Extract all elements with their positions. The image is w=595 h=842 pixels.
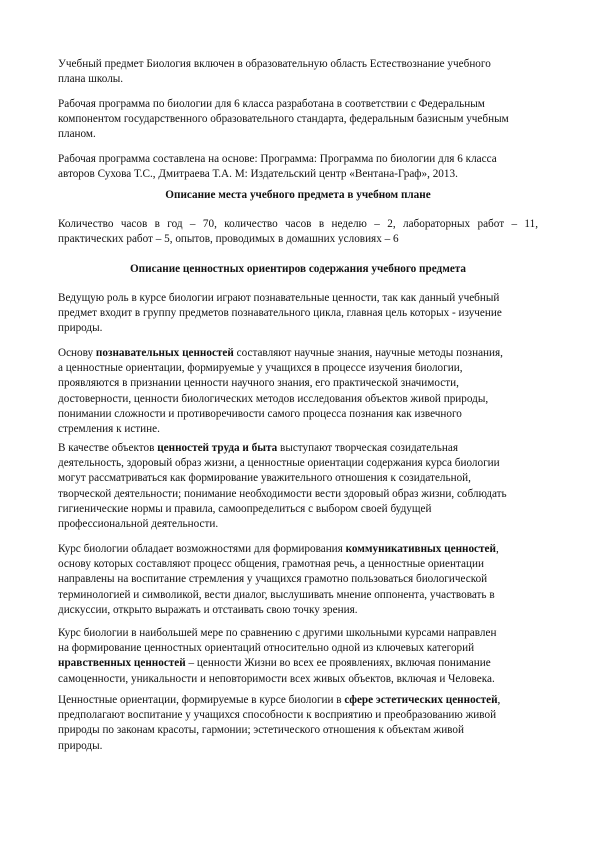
text-run: Ценностные ориентации, формируемые в курсе биологии в bbox=[58, 694, 345, 706]
text-line: плана школы. bbox=[58, 73, 124, 86]
text-run: Курс биологии обладает возможностями для формирования bbox=[58, 543, 346, 555]
text-line: проявляются в признании ценности научного знания, его практической значимости, bbox=[58, 377, 459, 390]
paragraph-aesthetic-values bbox=[58, 693, 538, 754]
text-line: природы по законам красоты, гармонии; эстетического отношения к объектам живой bbox=[58, 724, 464, 737]
text-run: Основу bbox=[58, 347, 96, 359]
text-run: составляют научные знания, научные методы познания, bbox=[233, 347, 503, 359]
text-run: выступают творческая созидательная bbox=[277, 442, 458, 454]
paragraph-program-basis bbox=[58, 97, 538, 143]
text-line bbox=[58, 693, 538, 708]
text-line: авторов Сухова Т.С., Дмитраева Т.А. М: Издательский центр «Вентана-Граф», 2013. bbox=[58, 168, 458, 181]
text-line bbox=[58, 656, 538, 671]
text-line: гигиенические нормы и правила, самоопределиться с выбором своей будущей bbox=[58, 502, 432, 515]
paragraph-communicative-values bbox=[58, 542, 538, 618]
text-line: практических работ – 5, опытов, проводимых в домашних условиях – 6 bbox=[58, 233, 399, 246]
heading-curriculum-place: Описание места учебного предмета в учебном плане bbox=[165, 189, 431, 201]
text-line: Количество часов в год – 70, количество часов в неделю – 2, лабораторных работ – 11, bbox=[58, 218, 538, 230]
emphasis-term: сфере эстетических ценностей bbox=[344, 694, 498, 706]
paragraph-cognitive-role bbox=[58, 291, 538, 337]
text-line: Учебный предмет Биология включен в образовательную область Естествознание учебного bbox=[58, 58, 491, 70]
text-line bbox=[58, 542, 538, 557]
text-line: могут рассматриваться как формирование уважительного отношения к созидательной, bbox=[58, 472, 471, 485]
text-run: , bbox=[495, 543, 499, 555]
paragraph-program-source bbox=[58, 152, 538, 182]
paragraph-labor-values bbox=[58, 441, 538, 532]
text-line bbox=[58, 346, 538, 361]
text-line: предмет входит в группу предметов познавательного цикла, главная цель которых - изучение bbox=[58, 307, 502, 320]
paragraph-hours bbox=[58, 217, 538, 247]
emphasis-term: нравственных ценностей bbox=[58, 657, 186, 670]
text-line: самоценности, уникальности и неповторимости всех живых объектов, включая и Человека. bbox=[58, 672, 495, 685]
emphasis-term: ценностей труда и быта bbox=[157, 442, 278, 454]
text-line: творческой деятельности; понимание необходимости вести здоровый образ жизни, соблюдать bbox=[58, 487, 507, 500]
text-line: а ценностные ориентации, формируемые у учащихся в процессе изучения биологии, bbox=[58, 362, 463, 375]
text-line: Курс биологии в наибольшей мере по сравнению с другими школьными курсами направлен bbox=[58, 627, 497, 639]
text-line: на формирование ценностных ориентаций относительно одной из ключевых категорий bbox=[58, 642, 475, 655]
paragraph-cognitive-values bbox=[58, 346, 538, 437]
text-line: компонентом государственного образовательного стандарта, федеральным базисным учебным bbox=[58, 113, 509, 126]
text-line: терминологией и символикой, вести диалог, выслушивать мнение оппонента, участвовать в bbox=[58, 588, 495, 601]
text-line: Рабочая программа по биологии для 6 класса разработана в соответствии с Федеральным bbox=[58, 98, 485, 110]
text-line bbox=[58, 441, 538, 456]
paragraph-moral-values bbox=[58, 626, 538, 687]
emphasis-term: коммуникативных ценностей bbox=[345, 543, 496, 555]
text-line: профессиональной деятельности. bbox=[58, 518, 219, 531]
text-line: стремления к истине. bbox=[58, 423, 160, 436]
text-run: – ценности Жизни во всех ее проявлениях, включая понимание bbox=[185, 657, 491, 670]
text-line: дискуссии, открыто выражать и отстаивать свою точку зрения. bbox=[58, 603, 358, 616]
emphasis-term: познавательных ценностей bbox=[95, 347, 234, 359]
text-line: основу которых составляют процесс общения, грамотная речь, а ценностные ориентации bbox=[58, 558, 484, 571]
text-line: природы. bbox=[58, 739, 103, 752]
heading-value-orientations: Описание ценностных ориентиров содержания учебного предмета bbox=[129, 263, 467, 275]
text-line: предполагают воспитание у учащихся способности к восприятию и преобразованию живой bbox=[58, 709, 497, 722]
text-line: Ведущую роль в курсе биологии играют познавательные ценности, так как данный учебный bbox=[58, 292, 500, 304]
text-run: , bbox=[497, 694, 501, 706]
text-line: направлены на воспитание стремления у учащихся грамотно пользоваться биологической bbox=[58, 573, 488, 586]
text-line: планом. bbox=[58, 128, 96, 141]
text-line: понимании сложности и противоречивости самого процесса познания как извечного bbox=[58, 407, 462, 420]
text-line: деятельность, здоровый образ жизни, а ценностные ориентации содержания курса биологии bbox=[58, 457, 500, 470]
text-run: В качестве объектов bbox=[58, 442, 158, 454]
text-line: Рабочая программа составлена на основе: Программа: Программа по биологии для 6 класса bbox=[58, 153, 497, 165]
paragraph-subject-area bbox=[58, 57, 538, 87]
text-line: природы. bbox=[58, 322, 103, 335]
text-line: достоверности, ценности биологических методов исследования объектов живой природы, bbox=[58, 392, 489, 405]
